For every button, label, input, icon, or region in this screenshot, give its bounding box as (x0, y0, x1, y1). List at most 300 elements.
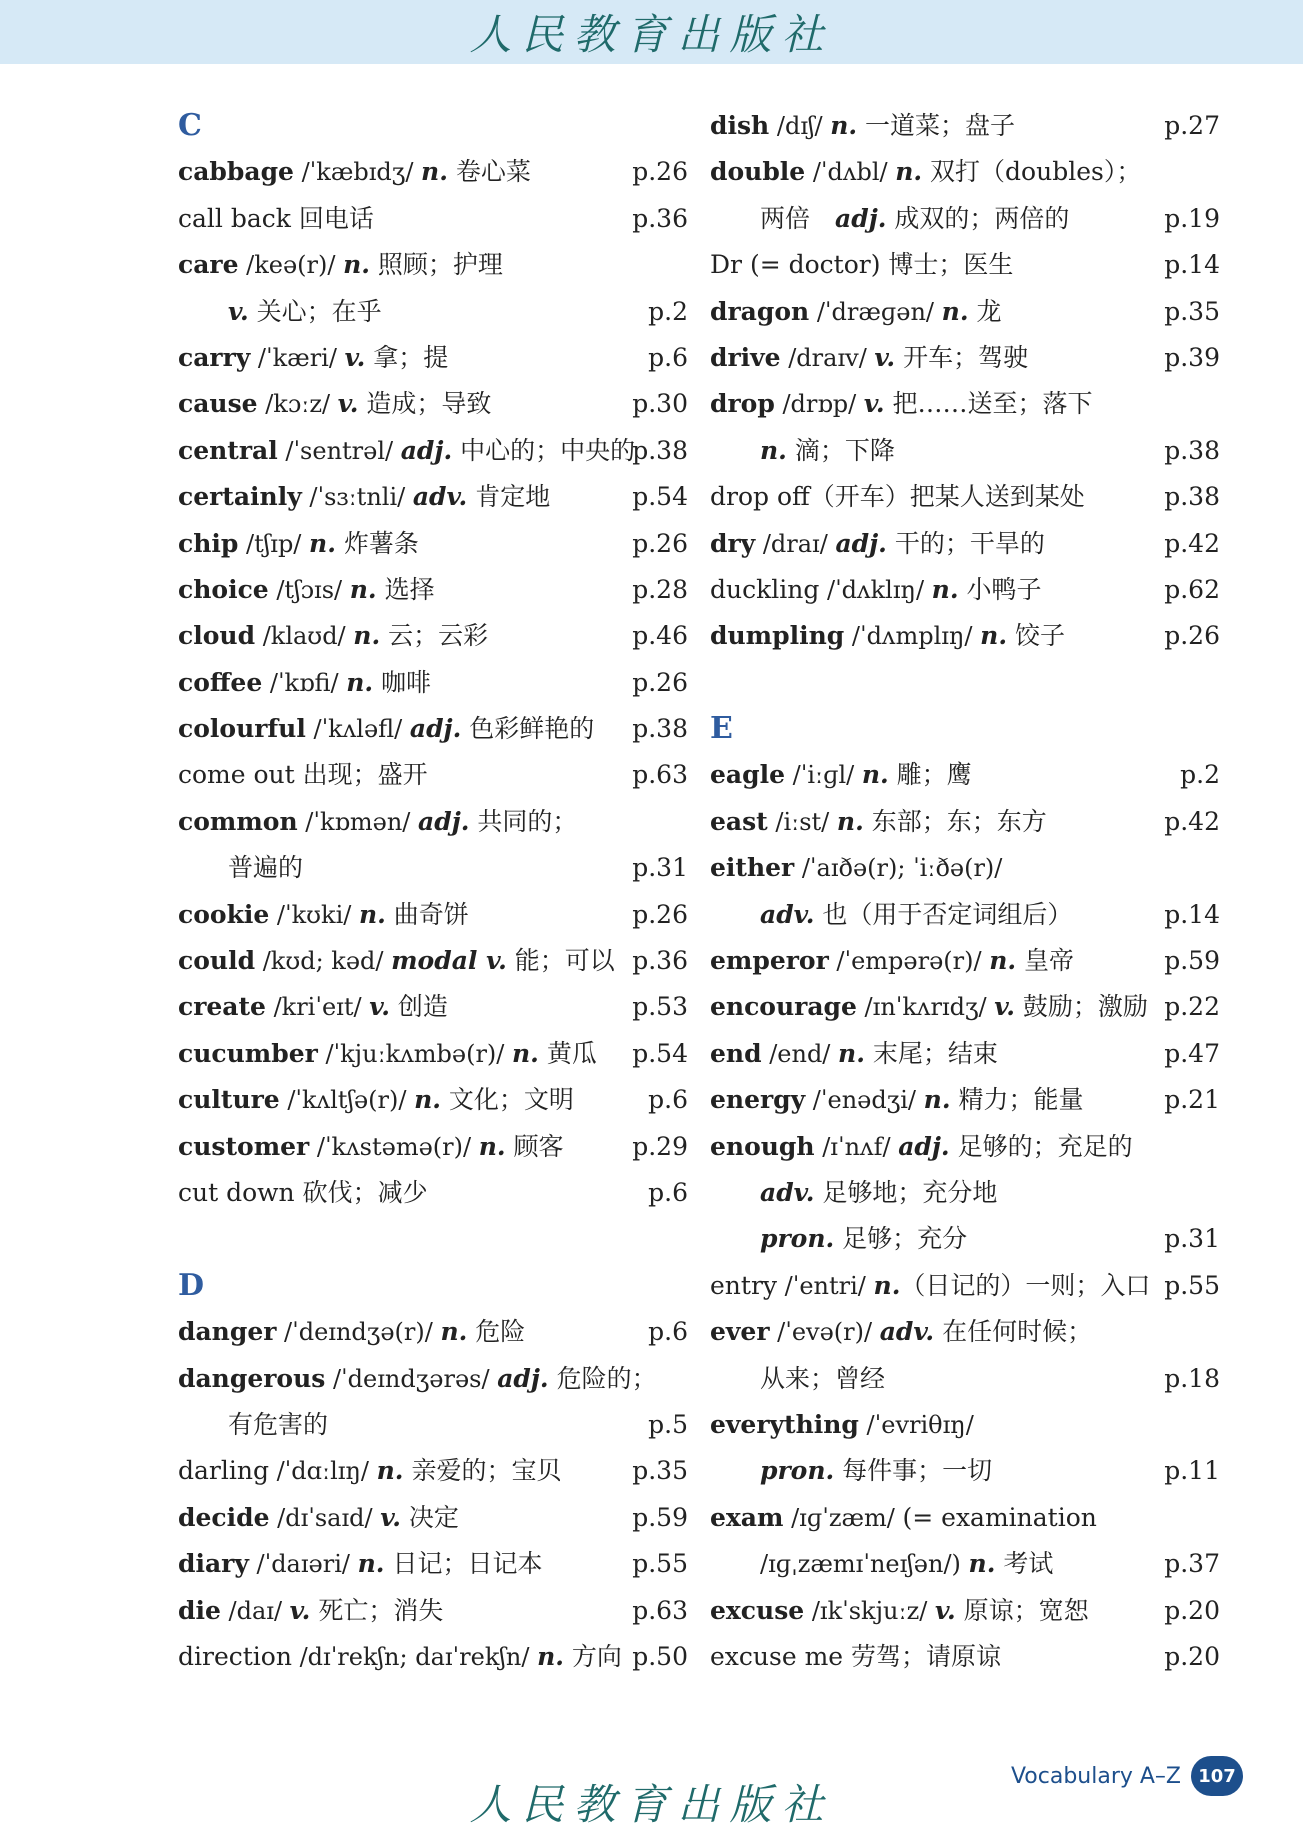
definition: 在任何时候； (934, 1317, 1093, 1347)
page-ref: p.18 (1164, 1363, 1220, 1393)
vocab-entry (710, 567, 1220, 613)
phonetic: /ˈkjuːkʌmbə(r)/ (317, 1039, 512, 1068)
entry-text (710, 204, 1069, 233)
headword-plain: darling (178, 1456, 269, 1486)
page-ref: p.26 (632, 528, 688, 558)
entry-text (710, 1178, 997, 1207)
page-ref: p.26 (632, 667, 688, 697)
part-of-speech: v. (994, 992, 1015, 1022)
headword: ever (710, 1317, 770, 1347)
entry-text (710, 482, 1085, 511)
definition: (= examination (902, 1502, 1097, 1532)
entry-text (178, 389, 491, 418)
page-ref: p.26 (632, 899, 688, 929)
phonetic: /ˈsentrəl/ (277, 436, 401, 465)
headword: create (178, 992, 266, 1022)
page-ref: p.62 (1164, 574, 1220, 604)
headword-plain: direction (178, 1641, 292, 1671)
definition: 足够的；充足的 (949, 1131, 1133, 1161)
entry-text (178, 1317, 525, 1346)
definition: 文化；文明 (440, 1085, 574, 1115)
part-of-speech: n. (895, 157, 923, 187)
page-ref: p.30 (632, 389, 688, 419)
header-band (0, 0, 1303, 64)
entry-text (178, 1132, 564, 1161)
entry-text (178, 1410, 328, 1439)
entry-text (710, 157, 1141, 186)
part-of-speech: n. (346, 667, 374, 697)
part-of-speech: adj. (835, 528, 887, 558)
entry-text (710, 992, 1148, 1021)
definition: 肯定地 (467, 482, 551, 512)
section-letter: C (178, 108, 202, 143)
headword: care (178, 250, 239, 280)
vocab-entry (710, 1170, 1220, 1216)
part-of-speech: n. (414, 1085, 441, 1115)
vocab-entry (178, 567, 688, 613)
vocab-entry (178, 474, 688, 520)
headword-plain: Dr (= doctor) 博士；医生 (710, 250, 1014, 280)
headword: dish (710, 111, 770, 140)
headword: certainly (178, 482, 302, 512)
page-ref: p.27 (1164, 111, 1220, 140)
entry-text (178, 1178, 428, 1207)
vocab-entry (710, 149, 1220, 195)
headword: double (710, 157, 806, 187)
definition: 色彩鲜艳的 (461, 714, 595, 744)
entry-text (178, 807, 577, 836)
definition: 一道菜；盘子 (857, 111, 1016, 140)
vocab-entry (710, 1356, 1220, 1402)
vocab-entry (710, 103, 1220, 149)
part-of-speech: n. (376, 1456, 404, 1486)
entry-text (710, 389, 1092, 418)
page-ref: p.35 (632, 1456, 688, 1486)
headword: emperor (710, 946, 829, 976)
definition: 死亡；消失 (310, 1595, 444, 1625)
headword-plain: come out 出现；盛开 (178, 760, 428, 790)
entry-text (178, 946, 615, 975)
definition: 小鸭子 (958, 574, 1042, 604)
phonetic: /ˈiːɡl/ (785, 761, 862, 790)
entry-text (178, 482, 550, 511)
phonetic: /ˈkæbɪdʒ/ (293, 158, 422, 187)
page-ref: p.47 (1164, 1038, 1220, 1068)
definition: 咖啡 (373, 667, 432, 697)
phonetic: /ˈenədʒi/ (805, 1086, 924, 1115)
phonetic: /dɪˈsaɪd/ (269, 1503, 381, 1532)
vocab-entry (710, 1402, 1220, 1448)
headword: cucumber (178, 1038, 318, 1068)
part-of-speech: adj. (418, 806, 470, 836)
definition: 危险的； (548, 1363, 657, 1393)
vocab-entry (710, 1309, 1220, 1355)
phonetic: /keə(r)/ (238, 251, 344, 280)
entry-text (710, 297, 1001, 326)
definition: 方向 (563, 1641, 622, 1671)
definition: 危险 (467, 1317, 526, 1347)
part-of-speech: n. (309, 528, 336, 558)
definition: 每件事；一切 (834, 1456, 993, 1486)
publisher-logo: 人民教育出版社 (469, 10, 834, 59)
phonetic: /end/ (761, 1039, 839, 1068)
definition: 卷心菜 (447, 157, 531, 187)
phonetic: /ˈdɑːlɪŋ/ (268, 1457, 377, 1486)
headword: dangerous (178, 1363, 326, 1393)
headword: carry (178, 342, 251, 372)
headword: common (178, 806, 298, 836)
vocab-entry (710, 196, 1220, 242)
phonetic: /ˈdʌklɪŋ/ (819, 575, 932, 604)
definition: 也（用于否定词组后） (814, 899, 1073, 929)
entry-text (710, 1039, 998, 1068)
vocab-entry (710, 474, 1220, 520)
part-of-speech: modal v. (391, 946, 507, 976)
part-of-speech: adv. (879, 1317, 935, 1347)
phonetic: /dɪʃ/ (769, 112, 831, 140)
part-of-speech: n. (357, 1549, 385, 1579)
headword: east (710, 806, 768, 836)
headword: danger (178, 1317, 277, 1347)
entry-text (710, 1503, 1097, 1532)
headword: cookie (178, 899, 270, 929)
part-of-speech: n. (349, 574, 377, 604)
definition: 能；可以 (506, 946, 615, 976)
definition: 干的；干旱的 (886, 528, 1045, 558)
page-ref: p.55 (632, 1549, 688, 1579)
entry-text (710, 436, 895, 465)
part-of-speech: n. (968, 1549, 996, 1579)
phonetic: /ɪɡˌzæmɪˈneɪʃən/) (760, 1550, 969, 1579)
vocab-entry (710, 984, 1220, 1030)
page-ref: p.53 (632, 992, 688, 1022)
entry-text (710, 853, 1002, 882)
headword: colourful (178, 714, 306, 744)
part-of-speech: v. (344, 342, 366, 372)
vocab-entry (710, 289, 1220, 335)
phonetic: /ˈdræɡən/ (809, 297, 942, 326)
page-ref: p.50 (632, 1641, 688, 1671)
phonetic: /ɪkˈskjuːz/ (804, 1596, 935, 1625)
definition: 足够地；充分地 (814, 1177, 998, 1207)
vocab-entry (710, 335, 1220, 381)
part-of-speech: adv. (760, 1177, 815, 1207)
definition: 两倍 (760, 203, 836, 233)
page-ref: p.14 (1164, 899, 1220, 929)
definition: 造成；导致 (358, 389, 492, 419)
page-ref: p.38 (1164, 435, 1220, 465)
vocab-entry (178, 149, 688, 195)
definition: 日记；日记本 (384, 1549, 543, 1579)
part-of-speech: v. (369, 992, 390, 1022)
part-of-speech: v. (380, 1502, 401, 1532)
entry-text (178, 1085, 574, 1114)
part-of-speech: v. (934, 1595, 956, 1625)
entry-text (710, 1549, 1053, 1578)
part-of-speech: pron. (760, 1456, 835, 1486)
entry-text (178, 343, 448, 372)
definition: （日记的）一则；入口 (900, 1270, 1151, 1300)
entry-text (710, 1132, 1133, 1161)
vocab-entry (178, 1634, 688, 1680)
vocab-entry (710, 1124, 1220, 1170)
footer-publisher-logo: 人民教育出版社 (469, 1780, 834, 1829)
headword: diary (178, 1549, 249, 1579)
entry-text (178, 575, 435, 604)
phonetic: /ˈentri/ (777, 1271, 874, 1300)
vocab-entry (710, 938, 1220, 984)
vocab-entry (710, 1448, 1220, 1494)
part-of-speech: n. (838, 1038, 865, 1068)
entry-text (178, 436, 635, 465)
definition: 拿；提 (365, 342, 449, 372)
headword: customer (178, 1131, 310, 1161)
entry-text (710, 1224, 967, 1253)
phonetic: /ˈkɒmən/ (297, 807, 419, 836)
vocab-entry (710, 1263, 1220, 1309)
part-of-speech: n. (358, 899, 386, 929)
phonetic: /dɪˈrekʃn; daɪˈrekʃn/ (291, 1642, 538, 1671)
definition: 开车；驾驶 (895, 342, 1029, 372)
phonetic: /ˈdaɪəri/ (248, 1550, 358, 1579)
entry-text (710, 621, 1065, 650)
page-ref: p.38 (632, 714, 688, 744)
part-of-speech: adj. (400, 435, 453, 465)
definition: 成双的；两倍的 (886, 203, 1070, 233)
definition: 双打（doubles）； (922, 157, 1142, 187)
entry-text (178, 1456, 561, 1485)
entry-text (178, 297, 382, 326)
headword: coffee (178, 667, 263, 697)
vocab-entry (178, 1077, 688, 1123)
vocab-entry (178, 1124, 688, 1170)
part-of-speech: adj. (409, 714, 462, 744)
entry-text (710, 1642, 1001, 1671)
page-ref: p.38 (1164, 482, 1220, 512)
headword: excuse (710, 1595, 805, 1625)
vocab-entry (710, 381, 1220, 427)
phonetic: /ˈaɪðə(r); ˈiːðə(r)/ (794, 854, 1003, 883)
part-of-speech: n. (760, 435, 787, 465)
vocab-entry (178, 196, 688, 242)
headword: dumpling (710, 621, 845, 651)
entry-text (710, 1456, 992, 1485)
vocab-entry (178, 1356, 688, 1402)
vocab-entry (710, 1541, 1220, 1587)
entry-text (178, 668, 431, 697)
page-ref: p.36 (632, 203, 688, 233)
vocab-entry (710, 613, 1220, 659)
definition: 决定 (400, 1502, 459, 1532)
page-ref: p.55 (1164, 1270, 1220, 1300)
entry-text (178, 250, 503, 279)
vocab-entry (710, 1495, 1220, 1541)
entry-text (178, 1642, 622, 1671)
headword: drop (710, 389, 775, 419)
part-of-speech: pron. (760, 1224, 835, 1254)
phonetic: /ˈdeɪndʒərəs/ (325, 1364, 498, 1393)
definition: 考试 (995, 1549, 1054, 1579)
definition: 皇帝 (1016, 946, 1075, 976)
entry-text (710, 760, 972, 789)
headword: enough (710, 1131, 815, 1161)
definition: 原谅；宽恕 (955, 1595, 1089, 1625)
headword: energy (710, 1085, 806, 1115)
phonetic: /drɒp/ (774, 390, 864, 419)
headword: chip (178, 528, 239, 558)
phonetic: /ˈevriθɪŋ/ (858, 1410, 974, 1439)
page-ref: p.26 (1164, 621, 1220, 651)
vocab-entry (178, 1402, 688, 1448)
vocab-entry (178, 613, 688, 659)
definition: 黄瓜 (538, 1038, 597, 1068)
vocab-entry (710, 428, 1220, 474)
entry-text (178, 1503, 459, 1532)
part-of-speech: v. (863, 389, 885, 419)
entry-text (178, 760, 428, 789)
vocab-entry (710, 521, 1220, 567)
phonetic: /draɪ/ (755, 529, 836, 558)
page-ref: p.20 (1164, 1595, 1220, 1625)
page-ref: p.11 (1164, 1456, 1220, 1486)
page-ref: p.5 (648, 1409, 688, 1439)
part-of-speech: v. (289, 1595, 311, 1625)
vocab-entry (178, 1031, 688, 1077)
phonetic: /ˈsɜːtnli/ (301, 483, 413, 512)
definition: 末尾；结束 (864, 1038, 998, 1068)
headword-plain: call back 回电话 (178, 203, 374, 233)
entry-text (710, 529, 1045, 558)
definition: 从来；曾经 (760, 1363, 886, 1393)
entry-text (710, 1596, 1089, 1625)
phonetic: /ˈdeɪndʒə(r)/ (276, 1318, 441, 1347)
page-ref: p.37 (1164, 1549, 1220, 1579)
part-of-speech: adj. (835, 203, 887, 233)
phonetic: /ˈevə(r)/ (769, 1318, 880, 1347)
part-of-speech: n. (836, 806, 864, 836)
phonetic: /draɪv/ (780, 343, 875, 372)
definition: 普遍的 (228, 853, 304, 883)
definition: 顾客 (505, 1131, 564, 1161)
headword: choice (178, 574, 269, 604)
page-number-badge: 107 (1191, 1756, 1243, 1796)
headword: dragon (710, 296, 810, 326)
part-of-speech: adj. (497, 1363, 549, 1393)
entry-text (710, 575, 1042, 604)
entry-text (710, 250, 1013, 279)
vocab-entry (178, 845, 688, 891)
vocab-entry (710, 799, 1220, 845)
definition: 饺子 (1007, 621, 1065, 651)
headword: either (710, 853, 795, 883)
headword: cause (178, 389, 258, 419)
vocab-entry (710, 752, 1220, 798)
part-of-speech: n. (873, 1270, 901, 1300)
entry-text (710, 900, 1072, 929)
page-ref: p.6 (648, 1177, 688, 1207)
part-of-speech: n. (478, 1131, 506, 1161)
phonetic: /ɪnˈkʌrɪdʒ/ (856, 993, 995, 1022)
entry-text (178, 157, 531, 186)
headword-plain: drop off（开车）把某人送到某处 (710, 482, 1085, 512)
headword: cloud (178, 621, 256, 651)
part-of-speech: n. (343, 250, 370, 280)
definition: 照顾；护理 (369, 250, 503, 280)
entry-text (710, 1410, 974, 1439)
phonetic: /ˈdʌmplɪŋ/ (844, 622, 981, 651)
entry-text (178, 900, 469, 929)
vocab-entry (710, 1634, 1220, 1680)
definition: 关心；在乎 (248, 296, 382, 326)
vocab-entry (178, 1588, 688, 1634)
entry-text (710, 343, 1028, 372)
entry-text (710, 1317, 1092, 1346)
phonetic: /ˈkæri/ (250, 343, 345, 372)
phonetic: /ˈkʌltʃə(r)/ (279, 1086, 415, 1115)
section-letter: D (178, 1267, 205, 1303)
part-of-speech: n. (512, 1038, 539, 1068)
definition: 共同的； (469, 806, 578, 836)
section-label: Vocabulary A–Z (1010, 1763, 1181, 1789)
definition: 把……送至；落下 (884, 389, 1093, 419)
page-ref: p.26 (632, 157, 688, 187)
section-gap (178, 1216, 688, 1262)
page-ref: p.6 (648, 342, 688, 372)
vocab-entry (178, 428, 688, 474)
phonetic: /kɔːz/ (257, 390, 338, 419)
page-ref: p.29 (632, 1131, 688, 1161)
vocab-entry (710, 1077, 1220, 1123)
entry-text (178, 204, 374, 233)
definition: 雕；鹰 (888, 760, 972, 790)
phonetic: /tʃɪp/ (238, 529, 310, 558)
part-of-speech: n. (537, 1641, 564, 1671)
part-of-speech: adj. (898, 1131, 950, 1161)
vocab-entry (178, 706, 688, 752)
headword: dry (710, 528, 756, 558)
phonetic: /ˈkʌstəmə(r)/ (309, 1132, 479, 1161)
entry-text (178, 621, 488, 650)
entry-text (178, 1596, 443, 1625)
section-letter: E (710, 711, 733, 747)
part-of-speech: n. (440, 1317, 468, 1347)
definition: 精力；能量 (950, 1085, 1084, 1115)
definition: 滴；下降 (786, 435, 895, 465)
page-ref: p.54 (632, 482, 688, 512)
entry-text (178, 853, 303, 882)
definition: 曲奇饼 (385, 899, 469, 929)
page-ref: p.59 (1164, 946, 1220, 976)
vocab-entry (178, 984, 688, 1030)
definition: 东部；东；东方 (863, 806, 1047, 836)
phonetic: /ɪˈnʌf/ (814, 1132, 899, 1161)
page-ref: p.63 (632, 1595, 688, 1625)
part-of-speech: n. (923, 1085, 951, 1115)
phonetic: /klaʊd/ (255, 622, 354, 651)
entry-text (178, 529, 419, 558)
definition: 有危害的 (228, 1409, 329, 1439)
definition: 亲爱的；宝贝 (403, 1456, 562, 1486)
headword-plain: excuse me 劳驾；请原谅 (710, 1641, 1002, 1671)
vocab-entry (710, 892, 1220, 938)
headword-plain: cut down 砍伐；减少 (178, 1177, 428, 1207)
part-of-speech: v. (874, 342, 896, 372)
part-of-speech: n. (980, 621, 1008, 651)
page-ref: p.2 (1180, 760, 1220, 790)
page-ref: p.39 (1164, 342, 1220, 372)
page-ref: p.38 (632, 435, 688, 465)
page-ref: p.14 (1164, 250, 1220, 280)
